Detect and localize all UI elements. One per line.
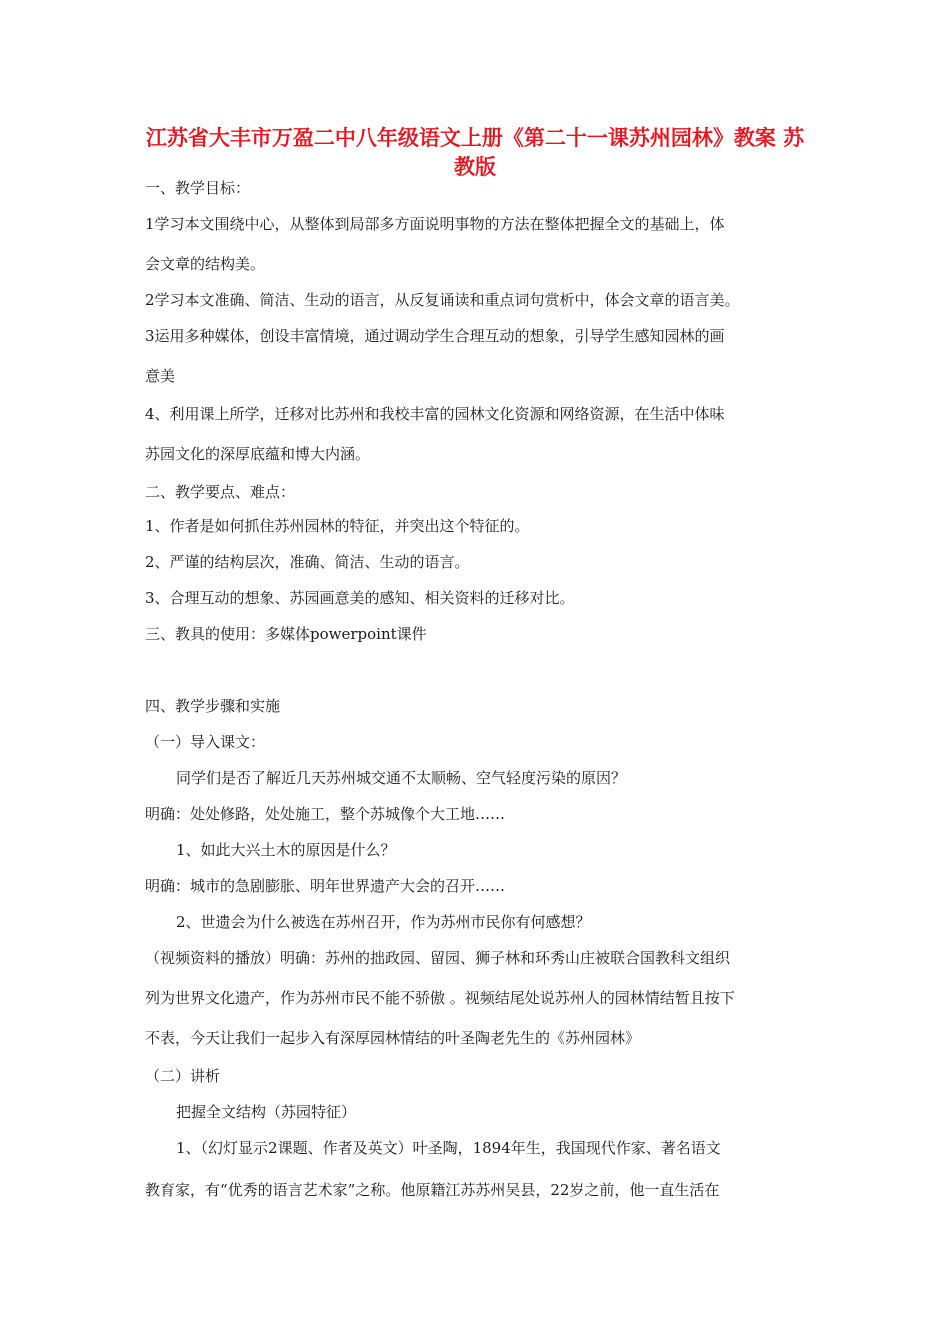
video-answer-line-3: 不表，今天让我们一起步入有深厚园林情结的叶圣陶老先生的《苏州园林》 <box>145 1029 641 1047</box>
section-heading-tools: 三、教具的使用：多媒体powerpoint课件 <box>145 625 427 643</box>
section-heading-key-points: 二、教学要点、难点： <box>145 483 296 501</box>
section-heading-steps: 四、教学步骤和实施 <box>145 697 281 715</box>
subsection-analysis: （二）讲析 <box>145 1067 221 1085</box>
key-point-3: 3、合理互动的想象、苏园画意美的感知、相关资料的迁移对比。 <box>145 589 575 607</box>
objective-1-line-2: 会文章的结构美。 <box>145 255 266 273</box>
objective-4-line-1: 4、利用课上所学，迁移对比苏州和我校丰富的园林文化资源和网络资源，在生活中体味 <box>145 405 725 423</box>
key-point-1: 1、作者是如何抓住苏州园林的特征，并突出这个特征的。 <box>145 517 530 535</box>
answer-2: 明确：城市的急剧膨胀、明年世界遗产大会的召开…… <box>145 877 506 895</box>
question-2: 2、世遗会为什么被选在苏州召开，作为苏州市民你有何感想？ <box>176 913 591 931</box>
objective-3-line-2: 意美 <box>145 367 176 385</box>
video-answer-line-2: 列为世界文化遗产，作为苏州市民不能不骄傲 。视频结尾处说苏州人的园林情结暂且按下 <box>145 989 735 1007</box>
subsection-introduction: （一）导入课文： <box>145 733 266 751</box>
author-intro-line-2: 教育家，有“优秀的语言艺术家”之称。他原籍江苏苏州吴县，22岁之前，他一直生活在 <box>145 1181 720 1199</box>
objective-4-line-2: 苏园文化的深厚底蕴和博大内涵。 <box>145 445 371 463</box>
intro-question: 同学们是否了解近几天苏州城交通不太顺畅、空气轻度污染的原因？ <box>176 769 627 787</box>
answer-1: 明确：处处修路，处处施工，整个苏城像个大工地…… <box>145 805 506 823</box>
key-point-2: 2、严谨的结构层次，准确、简洁、生动的语言。 <box>145 553 470 571</box>
objective-1-line-1: 1学习本文围绕中心，从整体到局部多方面说明事物的方法在整体把握全文的基础上，体 <box>145 215 725 233</box>
author-intro-line-1: 1、（幻灯显示2课题、作者及英文）叶圣陶，1894年生，我国现代作家、著名语文 <box>176 1139 721 1157</box>
video-answer-line-1: （视频资料的播放）明确：苏州的拙政园、留园、狮子林和环秀山庄被联合国教科文组织 <box>145 949 731 967</box>
section-heading-objectives: 一、教学目标： <box>145 179 251 197</box>
objective-3-line-1: 3运用多种媒体，创设丰富情境，通过调动学生合理互动的想象，引导学生感知园林的画 <box>145 327 725 345</box>
document-title: 江苏省大丰市万盈二中八年级语文上册《第二十一课苏州园林》教案 苏教版 <box>145 126 805 179</box>
analysis-heading: 把握全文结构（苏园特征） <box>176 1103 357 1121</box>
objective-2: 2学习本文准确、简洁、生动的语言，从反复诵读和重点词句赏析中，体会文章的语言美。 <box>145 291 740 309</box>
question-1: 1、如此大兴土木的原因是什么？ <box>176 841 396 859</box>
